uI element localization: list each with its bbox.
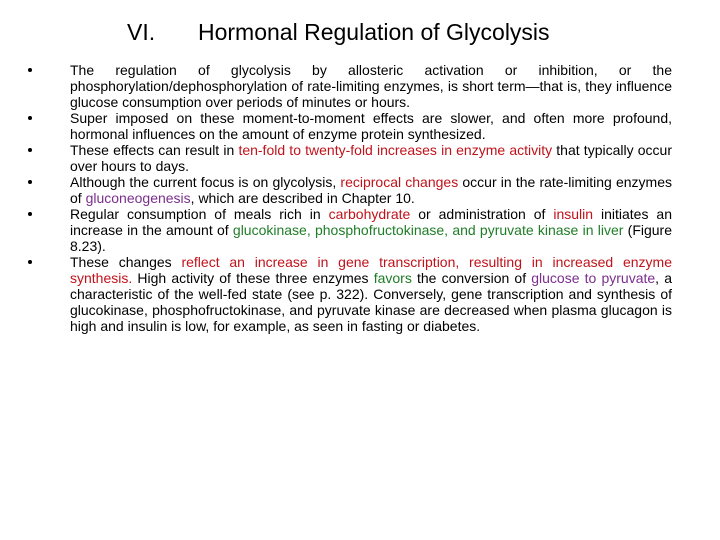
- highlight-text: glucokinase, phosphofructokinase, and pyruvate kinase in liver: [232, 222, 624, 238]
- bullet-item: [70, 254, 672, 334]
- bullet-text: occur in the rate-limiting enzymes of: [70, 174, 672, 206]
- highlight-text: insulin: [553, 206, 594, 222]
- bullet-dot-icon: [28, 260, 32, 264]
- bullet-dot-icon: [28, 180, 32, 184]
- section-number: VI.: [127, 19, 156, 45]
- bullet-text: These changes: [70, 254, 182, 270]
- bullet-dot-icon: [28, 212, 32, 216]
- bullet-dot-icon: [28, 148, 32, 152]
- bullet-item: [70, 142, 672, 174]
- bullet-text: Regular consumption of meals rich in: [70, 206, 329, 222]
- bullet-dot-icon: [28, 68, 32, 72]
- bullet-item: [70, 174, 672, 206]
- bullet-dot-icon: [28, 116, 32, 120]
- highlight-text: reflect an increase in gene transcription, resulting in increased enzyme synthesis.: [70, 254, 673, 286]
- slide-title: [0, 14, 720, 50]
- bullet-text: that typically occur over hours to days.: [70, 142, 672, 174]
- highlight-text: gluconeogenesis: [85, 190, 191, 206]
- bullet-text: (Figure 8.23).: [70, 222, 672, 254]
- highlight-text: favors: [373, 270, 412, 286]
- bullet-text: Although the current focus is on glycolysis,: [70, 174, 341, 190]
- highlight-text: ten-fold to twenty-fold increases in enzyme activity: [238, 142, 553, 158]
- bullet-text: or administration of: [410, 206, 554, 222]
- highlight-text: reciprocal changes: [340, 174, 459, 190]
- bullet-text: , a characteristic of the well-fed state (see p. 322). Conversely, gene transcription and synthesis of glucokinase, phosphofructokinase, and pyruvate kinase are decreased when plasma glucagon is high and insulin is low, for example, as seen in fasting or diabetes.: [70, 270, 672, 334]
- bullet-text: initiates an increase in the amount of: [70, 206, 672, 238]
- highlight-text: carbohydrate: [328, 206, 411, 222]
- bullet-list: [70, 62, 672, 334]
- bullet-text: The regulation of glycolysis by allosteric activation or inhibition, or the phosphorylation/dephosphorylation of rate-limiting enzymes, is short term—that is, they influence glucose consumption over periods of minutes or hours.: [70, 62, 672, 110]
- bullet-text: , which are described in Chapter 10.: [190, 190, 415, 206]
- bullet-text: These effects can result in: [70, 142, 239, 158]
- bullet-item: [70, 110, 672, 142]
- highlight-text: glucose to pyruvate: [531, 270, 656, 286]
- bullet-item: [70, 62, 672, 110]
- bullet-text: High activity of these three enzymes: [132, 270, 374, 286]
- bullet-text: Super imposed on these moment-to-moment effects are slower, and often more profound, hormonal influences on the amount of enzyme protein synthesized.: [70, 110, 672, 142]
- bullet-text: the conversion of: [411, 270, 532, 286]
- bullet-item: [70, 206, 672, 254]
- page-title: Hormonal Regulation of Glycolysis: [198, 19, 550, 45]
